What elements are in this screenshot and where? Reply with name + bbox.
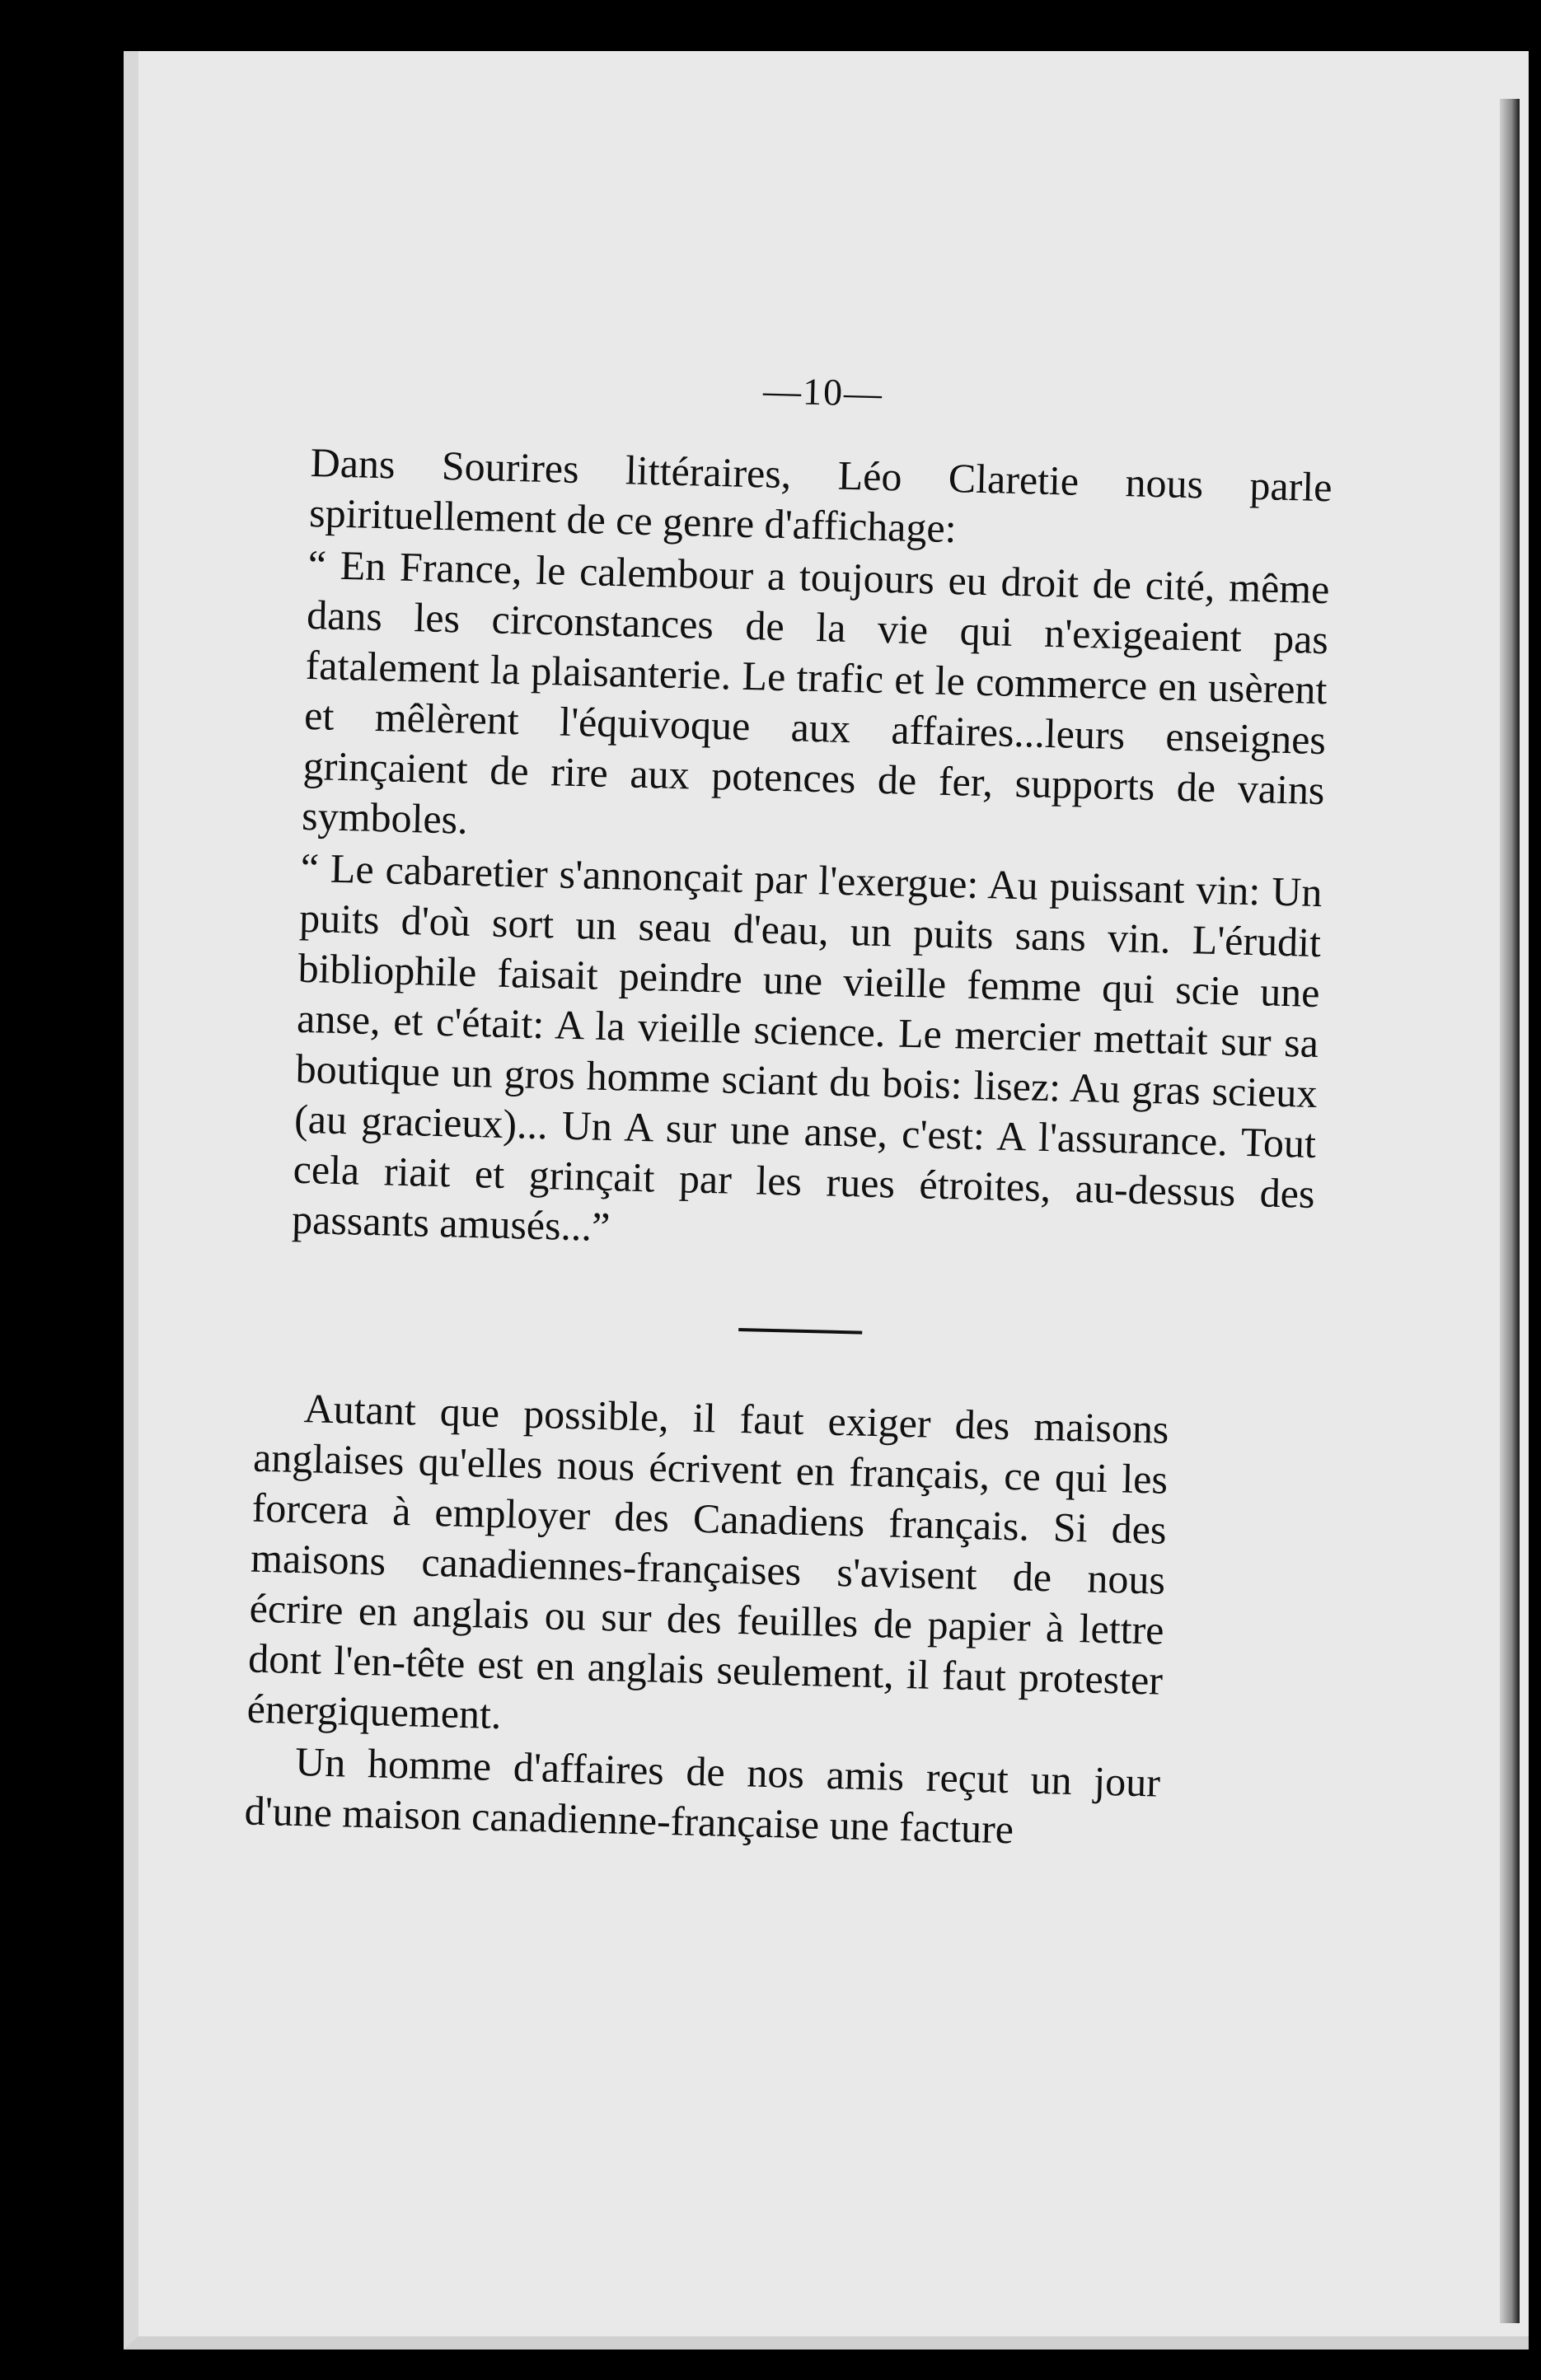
page-number: —10— xyxy=(762,369,884,414)
paragraph-quote-calembour: “ En France, le calembour a toujours eu droit de cité, même dans les circonstances de la vie qui n'exigeaient pas fatalement la plaisanterie. Le trafic et le commerce en usèrent et mêlèrent l'équivoque aux affaires...leurs enseignes grinçaient de rire aux potences de fer, supports de vains symboles. xyxy=(301,540,1331,843)
section-divider xyxy=(738,1328,862,1335)
page-text-content xyxy=(244,354,1335,1862)
paragraph-homme-affaires: Un homme d'affaires de nos amis reçut un jour d'une maison canadienne-française une facture xyxy=(244,1737,1161,1853)
section-two xyxy=(244,1382,1169,1859)
paragraph-maisons-anglaises: Autant que possible, il faut exiger des maisons anglaises qu'elles nous écrivent en français, ce qui les forcera à employer des Canadiens français. Si des maisons canadiennes-françaises s'avisent de nous écrire en anglais ou sur des feuilles de papier à lettre dont l'en-tête est en anglais seulement, il faut protester énergiquement. xyxy=(246,1385,1170,1738)
paragraph-intro: Dans Sourires littéraires, Léo Claretie nous parle spirituellement de ce genre d'affichage: xyxy=(308,438,1333,552)
paragraph-quote-cabaretier: “ Le cabaretier s'annonçait par l'exergue: Au puissant vin: Un puits d'où sort un seau d'eau, un puits sans vin. L'érudit bibliophile faisait peindre une vieille femme qui scie une anse, et c'était: A la vieille science. Le mercier mettait sur sa boutique un gros homme sciant du bois: lisez: Au gras scieux (au gracieux)... Un A sur une anse, c'est: A l'assurance. Tout cela riait et grinçait par les rues étroites, au-dessus des passants amusés...” xyxy=(291,844,1323,1251)
page-edge-shadow xyxy=(1500,99,1520,2323)
